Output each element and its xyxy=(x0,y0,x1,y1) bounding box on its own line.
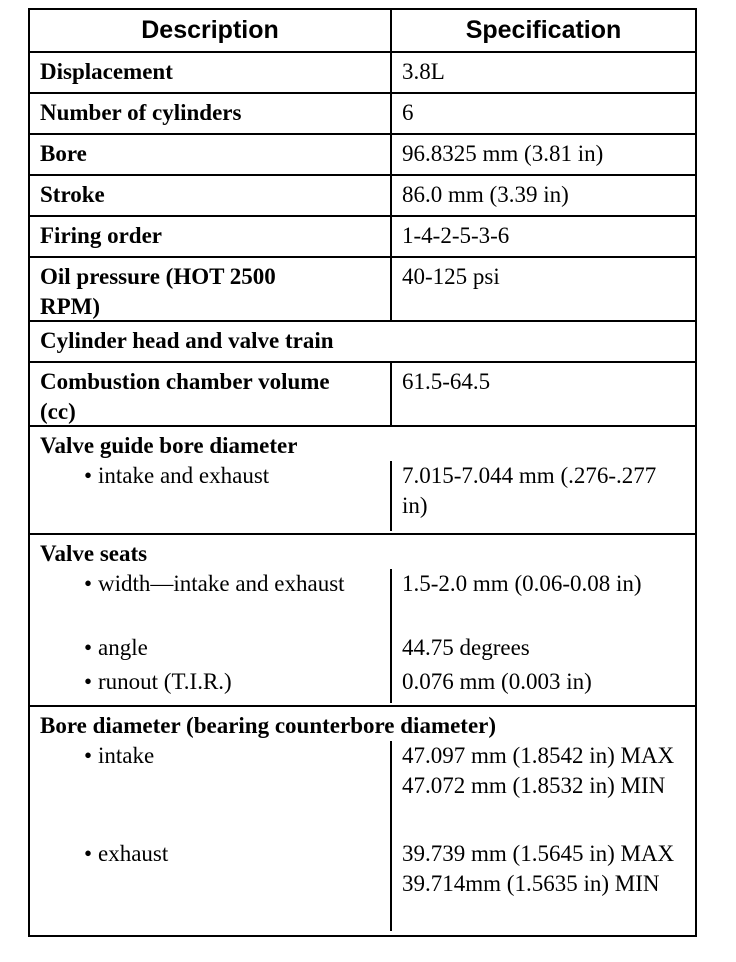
sub-label xyxy=(30,839,392,931)
row-description: Combustion chamber volume (cc) xyxy=(30,363,392,425)
valve-guide-group xyxy=(30,427,695,535)
table-row xyxy=(30,135,695,176)
table-row xyxy=(30,217,695,258)
row-specification: 3.8L xyxy=(402,59,445,84)
sub-label-text: • exhaust xyxy=(98,841,168,866)
sub-label-text: • runout (T.I.R.) xyxy=(98,669,232,694)
group-title: Valve seats xyxy=(40,541,148,566)
bore-diameter-group xyxy=(30,707,695,935)
sub-label xyxy=(30,633,392,667)
table-row xyxy=(30,176,695,217)
table-row xyxy=(30,363,695,427)
sub-row xyxy=(30,667,695,703)
sub-row xyxy=(30,461,695,531)
engine-spec-table xyxy=(28,8,697,937)
valve-seats-group xyxy=(30,535,695,707)
table-row xyxy=(30,258,695,322)
sub-label xyxy=(30,569,392,633)
row-specification: 61.5-64.5 xyxy=(402,369,491,394)
sub-label-text: • intake and exhaust xyxy=(98,463,269,488)
sub-row xyxy=(30,633,695,667)
row-description: Number of cylinders xyxy=(30,94,392,133)
section-heading: Cylinder head and valve train xyxy=(40,328,334,353)
sub-label xyxy=(30,741,392,839)
row-description: Stroke xyxy=(30,176,392,215)
sub-value: 47.097 mm (1.8542 in) MAX 47.072 mm (1.8532 in) MIN xyxy=(402,743,675,798)
sub-label xyxy=(30,461,392,531)
row-description: Firing order xyxy=(30,217,392,256)
row-description: Oil pressure (HOT 2500 RPM) xyxy=(30,258,392,320)
sub-label xyxy=(30,667,392,703)
row-specification: 6 xyxy=(402,100,414,125)
sub-row xyxy=(30,839,695,931)
sub-row xyxy=(30,741,695,839)
sub-label-text: • intake xyxy=(98,743,154,768)
sub-value: 0.076 mm (0.003 in) xyxy=(402,669,592,694)
sub-row xyxy=(30,569,695,633)
sub-value: 39.739 mm (1.5645 in) MAX 39.714mm (1.5635 in) MIN xyxy=(402,841,675,896)
sub-label-text: • angle xyxy=(98,635,148,660)
section-heading-row xyxy=(30,322,695,363)
sub-value: 7.015-7.044 mm (.276-.277 in) xyxy=(402,463,657,518)
row-description: Bore xyxy=(30,135,392,174)
row-specification: 86.0 mm (3.39 in) xyxy=(402,182,569,207)
group-title: Bore diameter (bearing counterbore diameter) xyxy=(40,713,497,738)
sub-value: 44.75 degrees xyxy=(402,635,530,660)
table-header-row xyxy=(30,10,695,53)
group-title: Valve guide bore diameter xyxy=(40,433,298,458)
sub-value: 1.5-2.0 mm (0.06-0.08 in) xyxy=(402,571,642,596)
row-specification: 40-125 psi xyxy=(402,264,500,289)
sub-label-text: • width—intake and exhaust xyxy=(98,571,345,596)
row-specification: 1-4-2-5-3-6 xyxy=(402,223,510,248)
header-specification: Specification xyxy=(465,16,622,44)
header-description: Description xyxy=(30,10,392,51)
row-specification: 96.8325 mm (3.81 in) xyxy=(402,141,604,166)
table-row xyxy=(30,94,695,135)
table-row xyxy=(30,53,695,94)
row-description: Displacement xyxy=(30,53,392,92)
